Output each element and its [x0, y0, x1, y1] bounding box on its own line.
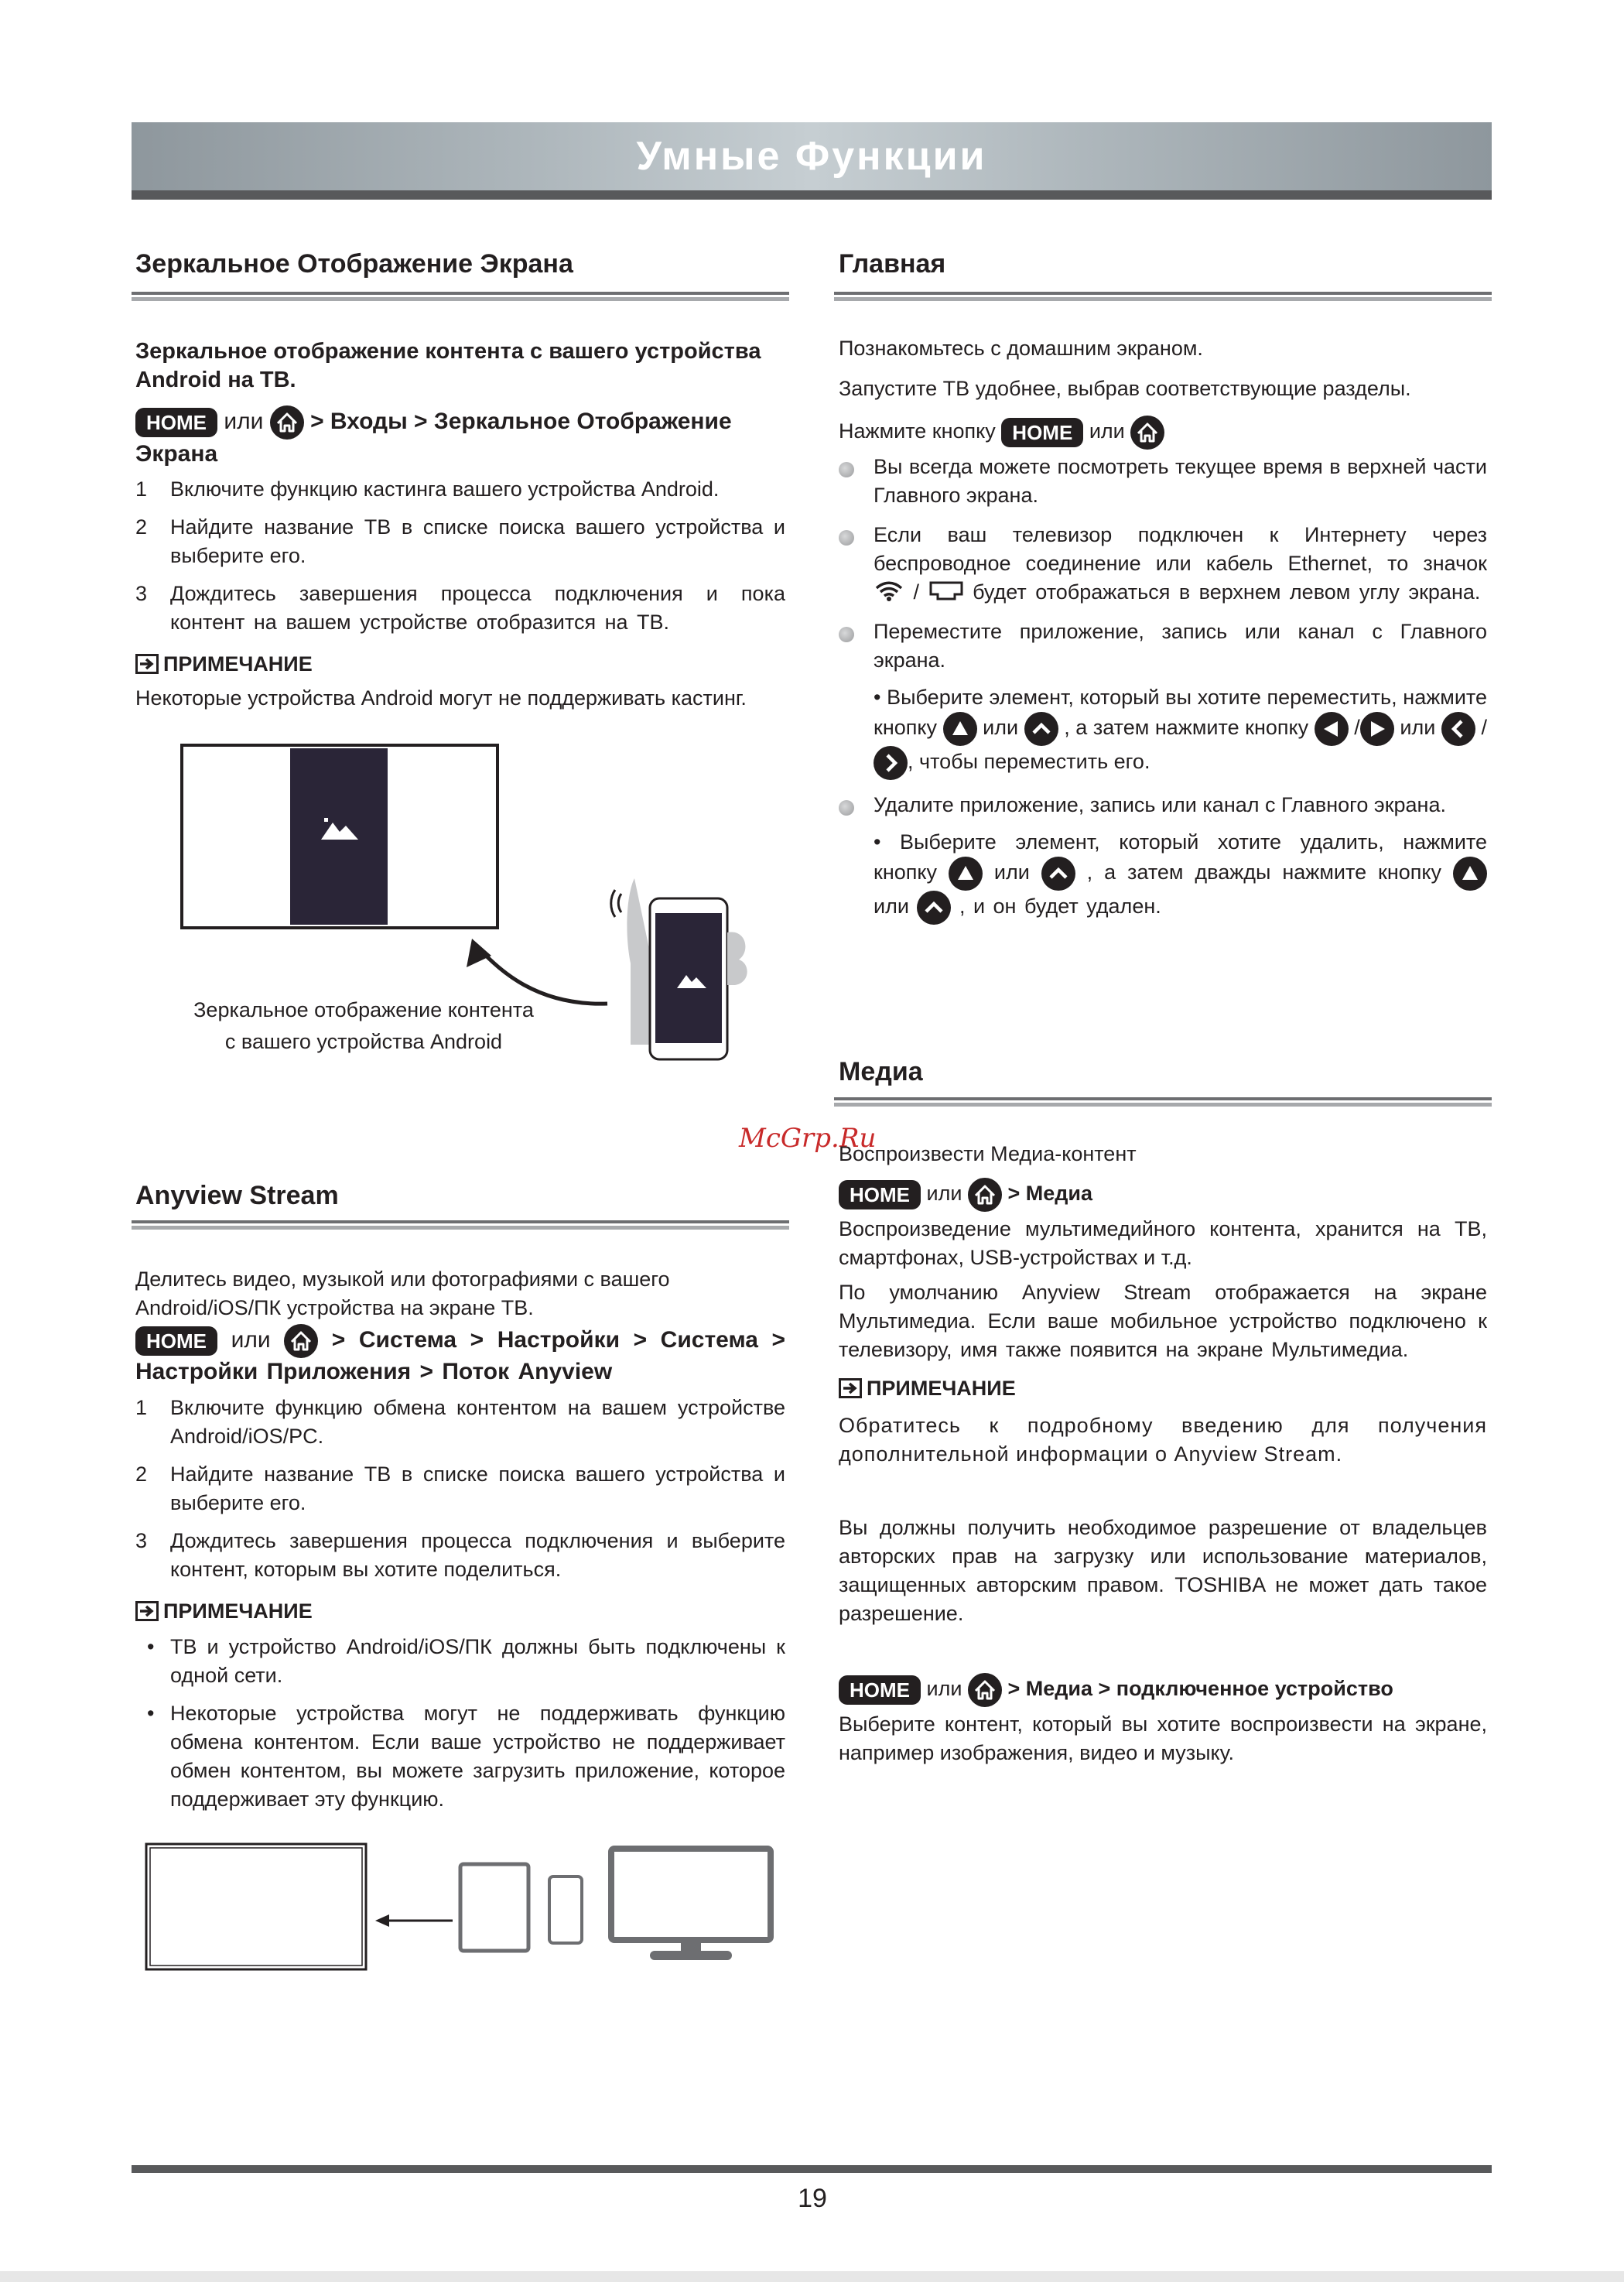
media-nav-path — [839, 1176, 1487, 1212]
chevron-right-icon — [874, 746, 908, 780]
up-arrow-icon — [949, 857, 983, 891]
stream-divider — [132, 1220, 789, 1230]
step-number: 3 — [135, 582, 148, 605]
watermark: McGrp.Ru — [739, 1123, 877, 1154]
step-text: Включите функцию обмена контентом на вашем устройстве Android/iOS/PC. — [170, 1396, 785, 1448]
step-number: 1 — [135, 1396, 148, 1419]
step-number: 2 — [135, 1463, 148, 1486]
caption-line: Зеркальное отображение контента — [193, 998, 534, 1021]
home-intro-2: Запустите ТВ удобнее, выбрав соответствующие разделы. — [839, 377, 1411, 400]
media-desc: Воспроизведение мультимедийного контента, хранится на ТВ, смартфонах, USB-устройствах и т.д. — [839, 1216, 1487, 1269]
step-item — [135, 1460, 785, 1517]
page-header-banner — [132, 122, 1492, 200]
bullet-dot-icon — [839, 627, 854, 642]
media-select-text: Выберите контент, который вы хотите воспроизвести на экране, например изображения, видео и музыку. — [839, 1712, 1487, 1764]
note-title-text: ПРИМЕЧАНИЕ — [867, 1376, 1016, 1400]
slash: / — [1354, 716, 1360, 739]
caption-line: с вашего устройства Android — [224, 1030, 503, 1053]
phone-illustration — [549, 1877, 582, 1943]
mirror-subtitle: Зеркальное отображение контента с вашего устройства Android на ТВ. — [135, 339, 761, 392]
sub-text: • Выберите элемент, который вы хотите переместить, нажмите кнопку — [874, 685, 1487, 739]
bullet-text: Удалите приложение, запись или канал с Главного экрана. — [874, 792, 1446, 816]
or-label: или — [926, 1182, 962, 1205]
or-label: или — [993, 860, 1030, 884]
chevron-up-icon — [1024, 712, 1058, 746]
chevron-up-icon — [1041, 857, 1075, 891]
note-text: Некоторые устройства могут не поддерживать функцию обмена контентом. Если ваше устройство не поддерживает обмен контентом, вы можете загрузить приложение, которое поддерживает эту функцию. — [170, 1702, 785, 1811]
sub-text: , чтобы переместить его. — [908, 750, 1150, 773]
right-arrow-icon — [1360, 712, 1394, 746]
home-button-badge: HOME — [839, 1180, 921, 1209]
sub-bullet — [839, 827, 1487, 925]
note-arrow-icon — [135, 1601, 159, 1621]
mirror-note-heading — [135, 652, 785, 676]
sub-text: , и он будет удален. — [959, 895, 1161, 918]
stream-illustration — [143, 1838, 778, 1977]
media-title: Медиа — [839, 1057, 923, 1086]
mirror-divider — [132, 292, 789, 301]
bullet-text: Вы всегда можете посмотреть текущее время в верхней части Главного экрана. — [874, 454, 1487, 507]
note-text: ТВ и устройство Android/iOS/ПК должны быть подключены к одной сети. — [170, 1635, 785, 1687]
home-divider — [834, 292, 1492, 301]
home-icon — [270, 405, 304, 440]
up-arrow-icon — [943, 712, 977, 746]
bullet-item — [839, 791, 1487, 819]
stream-nav-path — [135, 1324, 785, 1386]
mirror-note-text: Некоторые устройства Android могут не поддерживать кастинг. — [135, 686, 747, 710]
stream-steps — [135, 1394, 785, 1584]
chevron-left-icon — [1441, 712, 1475, 746]
mirror-steps — [135, 475, 785, 637]
or-label: или — [224, 408, 264, 434]
note-bullet: • — [147, 1635, 155, 1658]
bullet-dot-icon — [839, 530, 854, 546]
bullet-item — [839, 453, 1487, 510]
step-item — [135, 1394, 785, 1451]
mirror-path-text: > Входы > Зеркальное Отображение Экрана — [135, 408, 732, 467]
note-title-text: ПРИМЕЧАНИЕ — [163, 1599, 313, 1623]
home-icon — [284, 1324, 318, 1358]
step-number: 1 — [135, 477, 148, 501]
home-icon — [968, 1673, 1002, 1707]
media-device-path — [839, 1671, 1487, 1707]
or-label: или — [1400, 716, 1436, 739]
step-text: Дождитесь завершения процесса подключения и пока контент на вашем устройстве отобразится на ТВ. — [170, 582, 785, 634]
left-arrow-illustration — [375, 1914, 453, 1927]
media-body — [839, 1140, 1487, 1767]
home-button-badge: HOME — [135, 408, 217, 437]
home-intro: Познакомьтесь с домашним экраном. — [839, 337, 1203, 360]
home-icon — [968, 1178, 1002, 1212]
or-label: или — [874, 895, 909, 918]
bullet-item — [839, 618, 1487, 675]
tv-screen-illustration — [182, 745, 497, 928]
stream-title: Anyview Stream — [135, 1181, 339, 1210]
sub-bullet — [839, 683, 1487, 780]
step-text: Дождитесь завершения процесса подключения и выберите контент, которым вы хотите поделиться. — [170, 1529, 785, 1581]
home-press-line — [839, 414, 1487, 450]
slash: / — [913, 580, 920, 604]
tv-outline-illustration — [146, 1844, 366, 1969]
step-number: 3 — [135, 1529, 148, 1552]
home-icon — [1130, 416, 1164, 450]
tablet-illustration — [460, 1864, 528, 1951]
slash: / — [1481, 716, 1487, 739]
step-item — [135, 580, 785, 637]
mirror-nav-path — [135, 405, 785, 469]
footer-rule — [132, 2165, 1492, 2173]
home-section-title: Главная — [839, 249, 946, 279]
step-text: Найдите название ТВ в списке поиска вашего устройства и выберите его. — [170, 515, 785, 567]
press-label: Нажмите кнопку — [839, 419, 996, 443]
home-button-badge: HOME — [1001, 418, 1083, 447]
phone-in-hand-illustration — [611, 878, 747, 1059]
sub-text: • Выберите элемент, который хотите удалить, нажмите кнопку — [874, 830, 1487, 884]
ethernet-icon — [928, 580, 964, 604]
or-label: или — [1089, 419, 1125, 443]
home-body — [839, 334, 1487, 925]
page-header-title: Умные Функции — [636, 134, 987, 179]
step-item — [135, 475, 785, 504]
media-copyright: Вы должны получить необходимое разрешение от владельцев авторских прав на загрузку или использование материалов, защищенных авторским правом. TOSHIBA не может дать такое разрешение. — [839, 1515, 1487, 1625]
media-note-text: Обратитесь к подробному введению для получения дополнительной информации о Anyview Stream. — [839, 1413, 1487, 1466]
page-number: 19 — [798, 2184, 827, 2213]
step-text: Найдите название ТВ в списке поиска вашего устройства и выберите его. — [170, 1463, 785, 1514]
note-item — [135, 1633, 785, 1690]
or-label: или — [231, 1326, 271, 1353]
home-button-badge: HOME — [135, 1326, 217, 1356]
stream-note-heading — [135, 1599, 785, 1623]
media-path-text: > Медиа — [1007, 1182, 1092, 1205]
step-number: 2 — [135, 515, 148, 539]
page-bottom-edge — [0, 2271, 1624, 2282]
mirror-caption — [147, 994, 580, 1058]
left-arrow-icon — [1315, 712, 1349, 746]
note-bullet: • — [147, 1702, 155, 1725]
or-label: или — [983, 716, 1019, 739]
media-note-heading — [839, 1377, 1487, 1401]
media-default: По умолчанию Anyview Stream отображается на экране Мультимедиа. Если ваше мобильное устройство подключено к телевизору, имя также появится на экране Мультимедиа. — [839, 1280, 1487, 1361]
step-text: Включите функцию кастинга вашего устройства Android. — [170, 477, 720, 501]
bullet-item — [839, 521, 1487, 607]
mirror-title: Зеркальное Отображение Экрана — [135, 249, 573, 279]
sub-text: , а затем нажмите кнопку — [1064, 716, 1309, 739]
stream-notes — [135, 1633, 785, 1814]
home-button-badge: HOME — [839, 1675, 921, 1705]
stream-path-text: > Система > Настройки > Система > Настройки Приложения > Поток Anyview — [135, 1326, 786, 1384]
bullet-dot-icon — [839, 800, 854, 816]
mirror-body — [135, 337, 785, 713]
step-item — [135, 513, 785, 570]
media-intro: Воспроизвести Медиа-контент — [839, 1142, 1137, 1165]
media-path2-text: > Медиа > подключенное устройство — [1007, 1676, 1393, 1700]
monitor-illustration — [611, 1849, 771, 1960]
step-item — [135, 1527, 785, 1584]
wifi-icon — [874, 580, 904, 602]
bullet-text-part: будет отображаться в верхнем левом углу экрана. — [973, 580, 1481, 604]
media-divider — [834, 1097, 1492, 1107]
stream-intro: Делитесь видео, музыкой или фотографиями с вашего Android/iOS/ПК устройства на экране ТВ. — [135, 1268, 670, 1319]
bullet-text-part: Если ваш телевизор подключен к Интернету через беспроводное соединение или кабель Ethernet, то значок — [874, 522, 1487, 575]
bullet-text — [874, 521, 1487, 607]
chevron-up-icon — [917, 891, 951, 925]
sub-bullet-text — [874, 827, 1487, 925]
up-arrow-icon — [1453, 857, 1487, 891]
sub-text: , а затем дважды нажмите кнопку — [1086, 860, 1442, 884]
or-label: или — [926, 1676, 962, 1700]
sub-bullet-text — [874, 683, 1487, 780]
note-title-text: ПРИМЕЧАНИЕ — [163, 652, 313, 676]
bullet-dot-icon — [839, 462, 854, 477]
note-item — [135, 1699, 785, 1814]
stream-body — [135, 1265, 785, 1814]
home-bullets — [839, 453, 1487, 925]
bullet-text: Переместите приложение, запись или канал с Главного экрана. — [874, 619, 1487, 672]
mirror-section — [135, 249, 789, 279]
note-arrow-icon — [135, 654, 159, 674]
note-arrow-icon — [839, 1378, 862, 1398]
